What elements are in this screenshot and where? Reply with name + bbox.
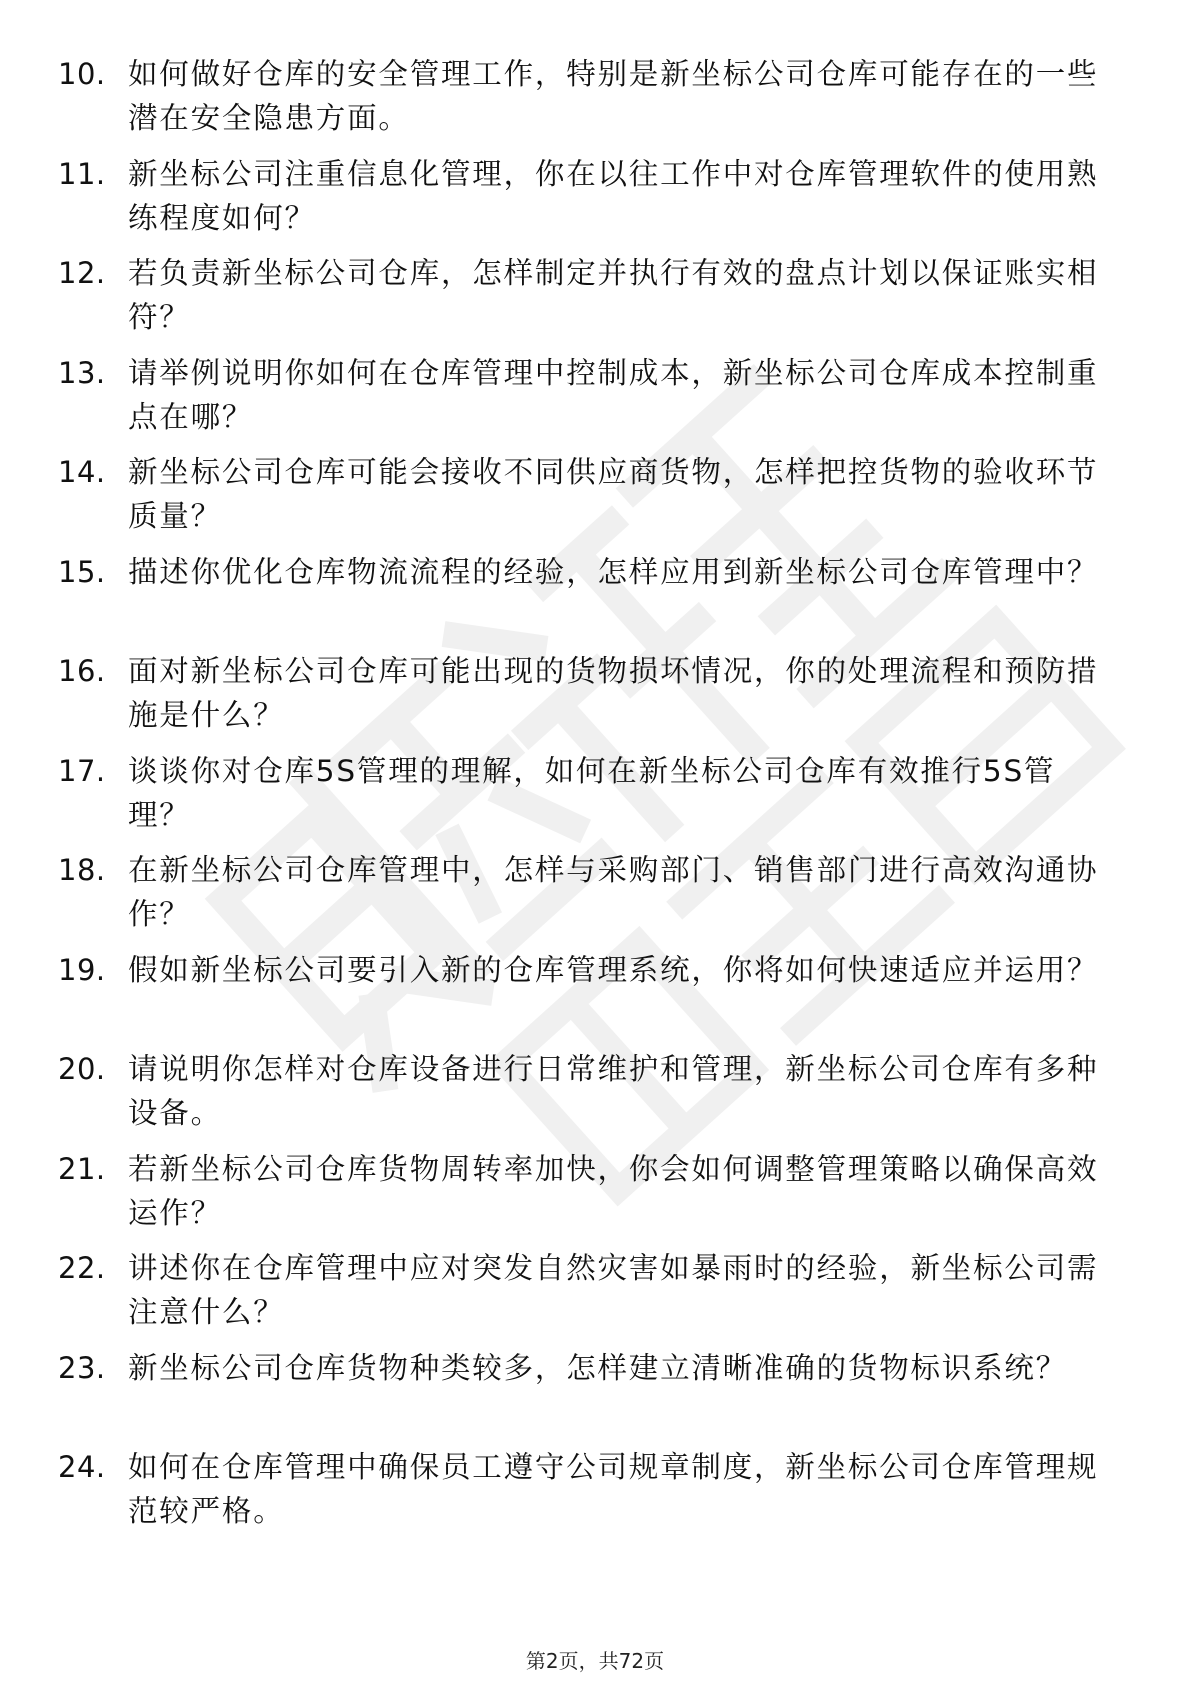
question-number: 21. [58,1151,106,1186]
question-item [58,749,1118,849]
question-item [58,848,1118,948]
question-number: 19. [58,952,106,987]
question-text: 假如新坐标公司要引入新的仓库管理系统，你将如何快速适应并运用？ [128,952,1099,987]
question-text: 如何在仓库管理中确保员工遵守公司规章制度，新坐标公司仓库管理规范较严格。 [128,1450,1099,1528]
question-item [58,52,1118,152]
question-text: 谈谈你对仓库5S管理的理解，如何在新坐标公司仓库有效推行5S管理？ [128,753,1056,832]
question-number: 16. [58,654,106,688]
question-text: 请说明你怎样对仓库设备进行日常维护和管理，新坐标公司仓库有多种设备。 [128,1052,1099,1130]
question-number: 22. [58,1251,106,1285]
question-item [58,1147,1118,1247]
question-text: 在新坐标公司仓库管理中，怎样与采购部门、销售部门进行高效沟通协作？ [128,853,1099,931]
question-text: 如何做好仓库的安全管理工作，特别是新坐标公司仓库可能存在的一些潜在安全隐患方面。 [128,57,1099,135]
question-item [58,1047,1118,1147]
question-item [58,1445,1118,1545]
question-text: 讲述你在仓库管理中应对突发自然灾害如暴雨时的经验，新坐标公司需注意什么？ [128,1251,1099,1329]
question-item [58,1246,1118,1346]
question-text: 请举例说明你如何在仓库管理中控制成本，新坐标公司仓库成本控制重点在哪？ [128,355,1099,434]
question-number: 24. [58,1450,106,1484]
question-number: 11. [58,156,106,191]
question-item [58,948,1118,1048]
question-number: 13. [58,355,106,390]
question-number: 18. [58,853,106,887]
question-number: 10. [58,57,106,91]
question-item [58,649,1118,749]
question-number: 15. [58,554,106,589]
question-text: 若负责新坐标公司仓库，怎样制定并执行有效的盘点计划以保证账实相符？ [128,256,1099,334]
question-item [58,251,1118,351]
question-number: 23. [58,1350,106,1385]
question-number: 12. [58,256,106,290]
question-item [58,152,1118,252]
question-text: 描述你优化仓库物流流程的经验，怎样应用到新坐标公司仓库管理中？ [128,554,1099,589]
question-number: 14. [58,455,106,489]
question-text: 新坐标公司仓库可能会接收不同供应商货物，怎样把控货物的验收环节质量？ [128,455,1099,533]
page-footer: 第2页，共72页 [525,1649,665,1673]
question-text: 新坐标公司注重信息化管理，你在以往工作中对仓库管理软件的使用熟练程度如何？ [128,156,1099,235]
question-item [58,450,1118,550]
question-item [58,550,1118,650]
question-number: 17. [58,753,106,788]
question-text: 新坐标公司仓库货物种类较多，怎样建立清晰准确的货物标识系统？ [128,1350,1068,1385]
question-text: 面对新坐标公司仓库可能出现的货物损坏情况，你的处理流程和预防措施是什么？ [128,654,1099,732]
question-text: 若新坐标公司仓库货物周转率加快，你会如何调整管理策略以确保高效运作？ [128,1151,1099,1230]
question-number: 20. [58,1052,106,1086]
question-item [58,1346,1118,1446]
question-list [58,52,1118,1545]
question-item [58,351,1118,451]
